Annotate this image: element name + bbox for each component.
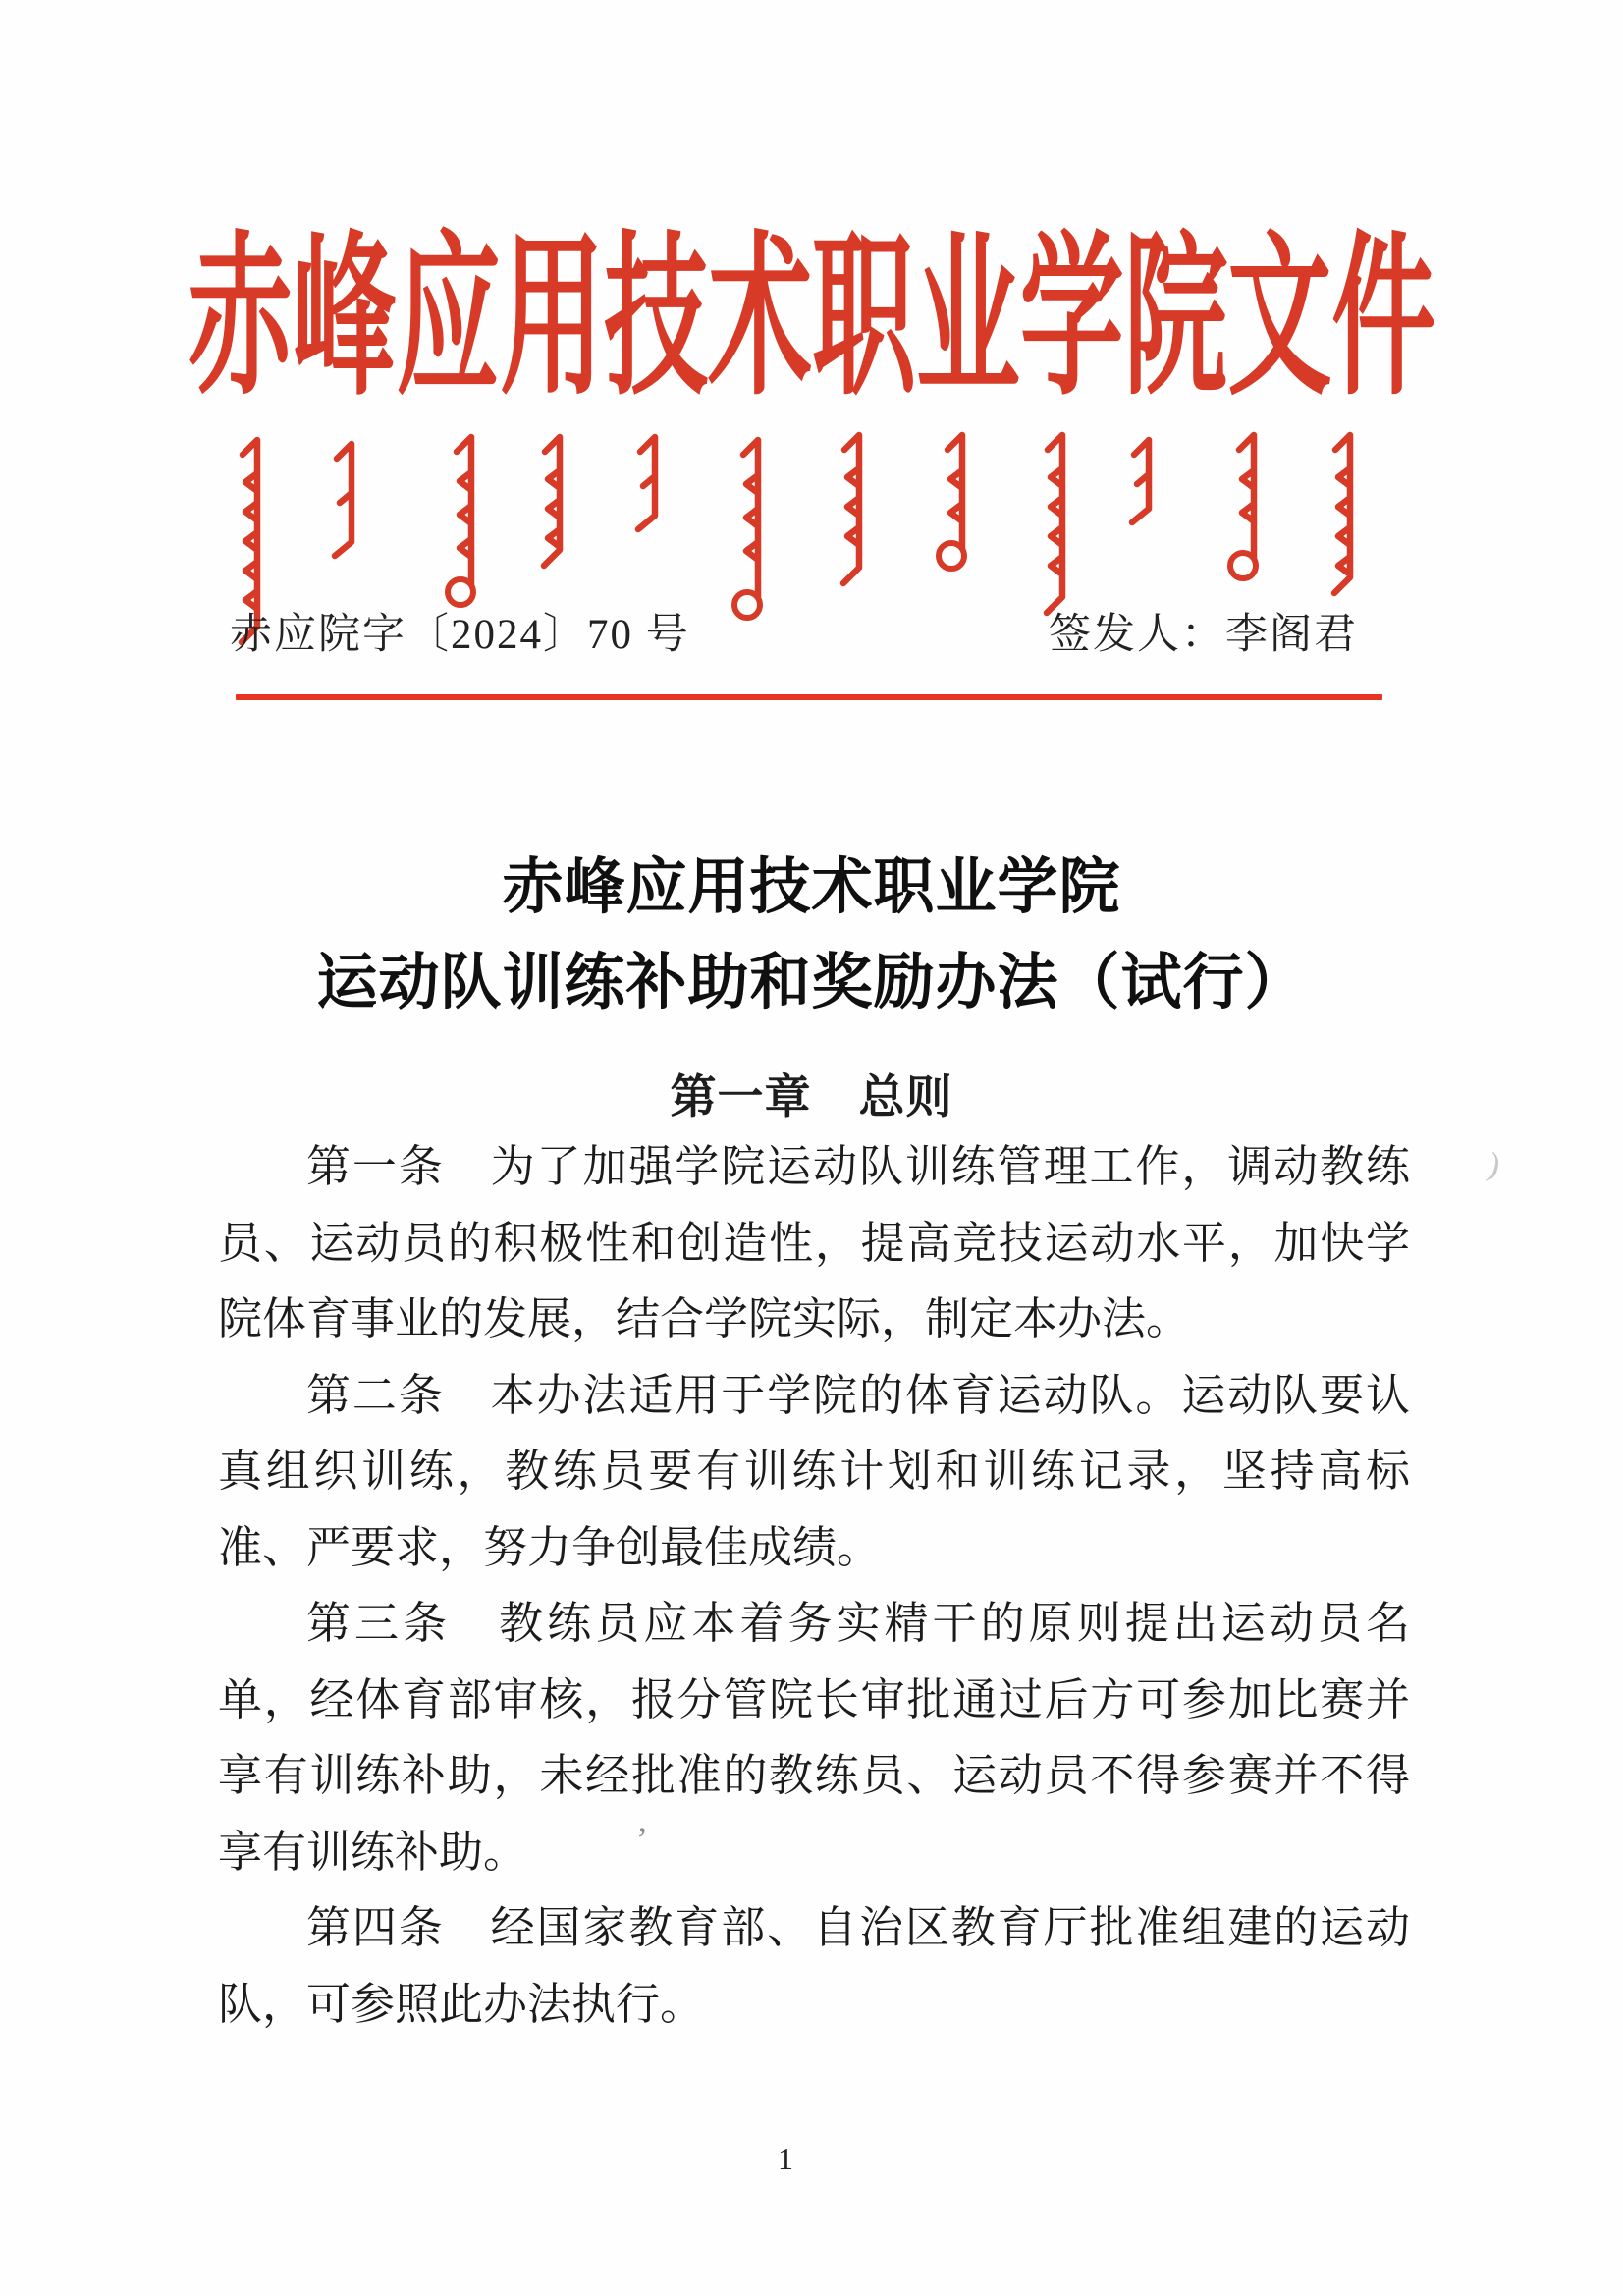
- document-number: 赤应院字〔2024〕70 号: [230, 612, 690, 658]
- paragraph-article-1: 第一条 为了加强学院运动队训练管理工作，调动教练员、运动员的积极性和创造性，提高竞技运动水平，加快学院体育事业的发展，结合学院实际，制定本办法。: [218, 1142, 1410, 1343]
- scan-artifact-arc: ): [1484, 1146, 1504, 1184]
- scan-artifact-mark: ’: [636, 1820, 648, 1859]
- chapter-heading: 第一章 总则: [670, 1070, 953, 1122]
- document-title-line2: 运动队训练补助和奖励办法（试行）: [316, 950, 1307, 1016]
- paragraph-article-2: 第二条 本办法适用于学院的体育运动队。运动队要认真组织训练，教练员要有训练计划和训练记录，坚持高标准、严要求，努力争创最佳成绩。: [218, 1370, 1410, 1572]
- document-title-line1: 赤峰应用技术职业学院: [502, 854, 1121, 921]
- masthead-row: [0, 222, 1623, 417]
- issuer-name: 签发人：李阁君: [1049, 612, 1358, 658]
- page-number: 1: [778, 2141, 793, 2176]
- red-divider-rule: [236, 694, 1382, 700]
- document-title: [0, 841, 1623, 1031]
- paragraph-article-3: 第三条 教练员应本着务实精干的原则提出运动员名单，经体育部审核，报分管院长审批通过后方可参加比赛并享有训练补助，未经批准的教练员、运动员不得参赛并不得享有训练补助。: [218, 1599, 1410, 1877]
- paragraph-article-4: 第四条 经国家教育部、自治区教育厅批准组建的运动队，可参照此办法执行。: [218, 1903, 1410, 2029]
- masthead-title: 赤峰应用技术职业学院文件: [188, 222, 1435, 417]
- body-text: [218, 1129, 1410, 2043]
